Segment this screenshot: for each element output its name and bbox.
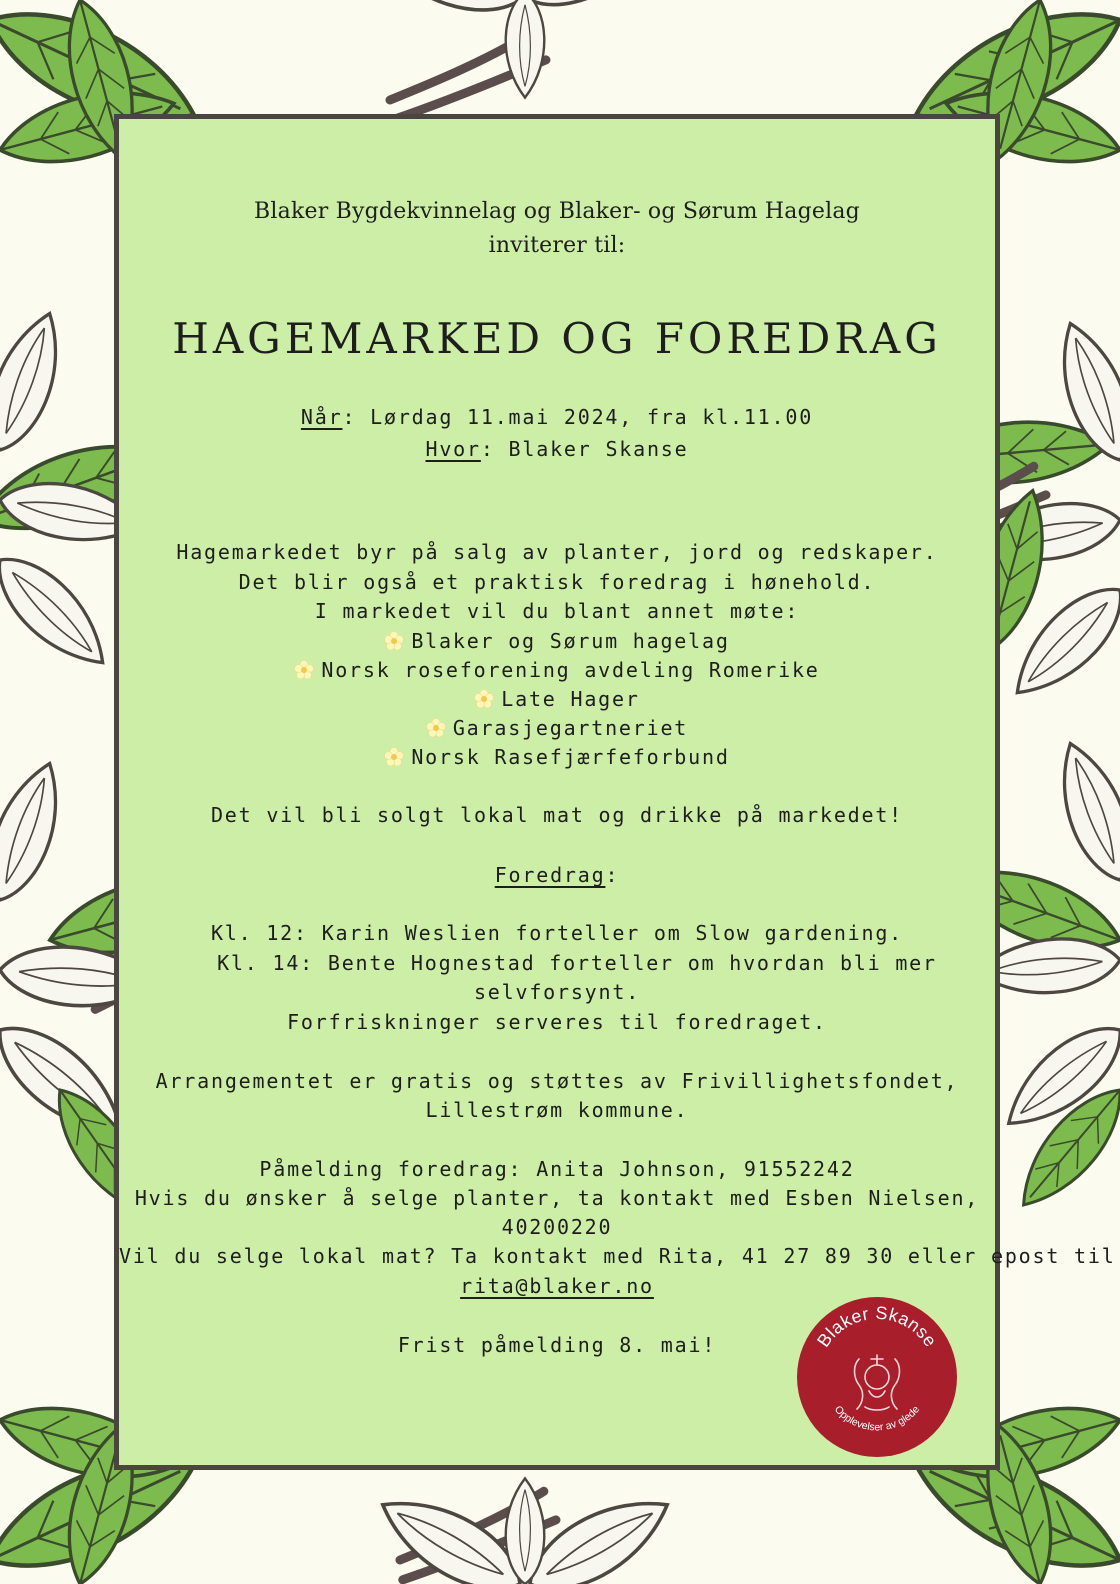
exhibitor-name: Late Hager — [501, 687, 640, 711]
when-value: : Lørdag 11.mai 2024, fra kl.11.00 — [342, 405, 814, 429]
flower-bottom-center — [368, 1478, 681, 1584]
sponsor-line-1: Arrangementet er gratis og støttes av Frivillighetsfondet, — [155, 1069, 959, 1093]
contact-line: Vil du selge lokal mat? Ta kontakt med Rita, 41 27 89 30 eller epost til — [119, 1244, 1116, 1268]
when-label: Når — [300, 405, 343, 429]
deadline-note: Frist påmelding 8. mai! — [397, 1333, 717, 1357]
blaker-skanse-logo — [795, 1295, 959, 1459]
flower-icon — [384, 631, 404, 651]
exhibitor-list-item — [119, 713, 995, 743]
svg-text:Blaker Skanse: Blaker Skanse — [813, 1302, 941, 1351]
exhibitor-name: Blaker og Sørum hagelag — [411, 629, 730, 653]
exhibitor-name: Garasjegartneriet — [452, 716, 689, 740]
where-line — [119, 434, 995, 464]
where-value: : Blaker Skanse — [480, 437, 689, 461]
contact-line: 40200220 — [501, 1215, 613, 1239]
food-note: Det vil bli solgt lokal mat og drikke på markedet! — [210, 803, 904, 827]
lectures-heading — [119, 860, 995, 890]
email-link[interactable]: rita@blaker.no — [460, 1274, 654, 1298]
lectures-heading-label: Foredrag — [494, 863, 606, 887]
market-intro-1: Hagemarkedet byr på salg av planter, jord og redskaper. — [176, 540, 938, 564]
invitation-line-2: inviterer til: — [488, 233, 626, 258]
where-label: Hvor — [425, 437, 481, 461]
market-intro-3: I markedet vil du blant annet møte: — [314, 599, 800, 623]
when-line — [119, 402, 995, 432]
flower-icon — [426, 718, 446, 738]
exhibitor-name: Norsk roseforening avdeling Romerike — [321, 658, 820, 682]
refreshments-note: Forfriskninger serveres til foredraget. — [287, 1010, 827, 1034]
market-intro-2: Det blir også et praktisk foredrag i hønehold. — [238, 570, 876, 594]
lecture-item: selvforsynt. — [473, 980, 641, 1004]
exhibitor-name: Norsk Rasefjærfeforbund — [411, 745, 730, 769]
flower-icon — [294, 660, 314, 680]
contact-line: Hvis du ønsker å selge planter, ta kontakt med Esben Nielsen, — [134, 1186, 980, 1210]
exhibitor-list-item — [119, 655, 995, 685]
invitation-line-1: Blaker Bygdekvinnelag og Blaker- og Sørum Hagelag — [254, 199, 860, 224]
sponsor-line-2: Lillestrøm kommune. — [425, 1098, 689, 1122]
flower-icon — [384, 747, 404, 767]
flower-top-center — [361, 0, 681, 120]
lecture-item: Kl. 14: Bente Hognestad forteller om hvordan bli mer — [217, 951, 937, 975]
exhibitor-list-item — [119, 626, 995, 656]
exhibitor-list-item — [119, 684, 995, 714]
lectures-heading-colon: : — [605, 863, 620, 887]
flower-icon — [474, 689, 494, 709]
exhibitor-list-item — [119, 742, 995, 772]
contact-line: Påmelding foredrag: Anita Johnson, 91552242 — [259, 1157, 855, 1181]
content-panel — [114, 114, 1116, 1470]
announcement — [119, 119, 1116, 1465]
svg-text:Opplevelser av glede: Opplevelser av glede — [831, 1403, 923, 1434]
page-title: HAGEMARKED OG FOREDRAG — [172, 314, 942, 363]
lecture-item: Kl. 12: Karin Weslien forteller om Slow gardening. — [210, 921, 904, 945]
